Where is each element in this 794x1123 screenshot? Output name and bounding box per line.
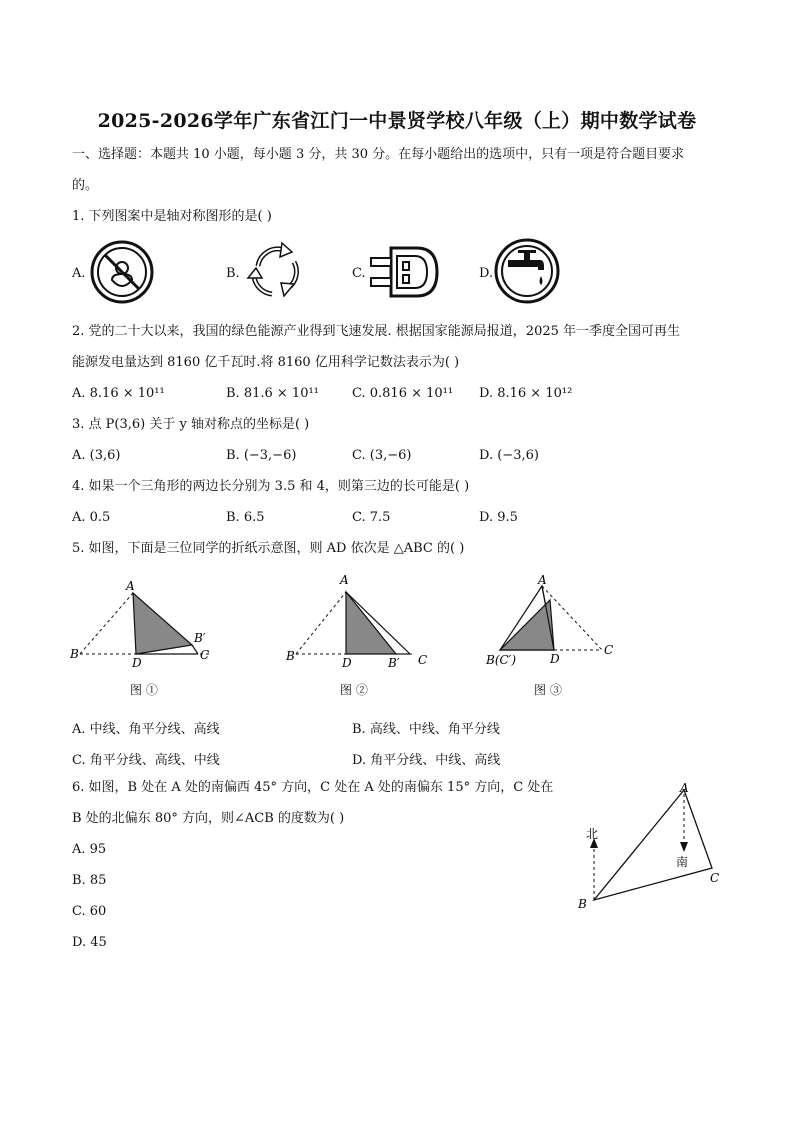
svg-text:B′: B′ [194, 631, 206, 645]
q2-option-c[interactable]: C. 0.816 × 10¹¹ [352, 386, 454, 401]
q1-option-c-label[interactable]: C. [352, 266, 366, 281]
svg-text:D: D [342, 656, 352, 670]
question-4-stem: 4. 如果一个三角形的两边长分别为 3.5 和 4，则第三边的长可能是( ) [72, 479, 470, 494]
svg-text:B: B [70, 647, 79, 661]
question-6-stem-line1: 6. 如图，B 处在 A 处的南偏西 45° 方向，C 处在 A 处的南偏东 15° 方向，C 处在 [72, 780, 554, 795]
south-label: 南 [676, 855, 689, 869]
q5-option-b[interactable]: B. 高线、中线、角平分线 [352, 722, 500, 737]
q5-option-a[interactable]: A. 中线、角平分线、高线 [72, 722, 220, 737]
svg-text:B′: B′ [388, 656, 400, 670]
north-label: 北 [586, 827, 599, 841]
q6-option-d[interactable]: D. 45 [72, 935, 107, 950]
q4-option-d[interactable]: D. 9.5 [479, 510, 518, 525]
section-heading-line1: 一、选择题：本题共 10 小题，每小题 3 分，共 30 分。在每小题给出的选项中，只有一项是符合题目要求 [72, 147, 685, 162]
q4-option-a[interactable]: A. 0.5 [72, 510, 111, 525]
q4-option-c[interactable]: C. 7.5 [352, 510, 391, 525]
svg-text:A: A [680, 781, 689, 795]
q1-option-d-label[interactable]: D. [479, 266, 494, 281]
svg-text:D: D [550, 652, 560, 666]
svg-text:C: C [710, 871, 720, 885]
q3-option-a[interactable]: A. (3,6) [72, 448, 121, 463]
svg-text:C: C [604, 643, 614, 657]
q5-option-d[interactable]: D. 角平分线、中线、高线 [352, 753, 501, 768]
svg-text:B: B [578, 897, 587, 911]
svg-text:D: D [132, 656, 142, 670]
q5-option-c[interactable]: C. 角平分线、高线、中线 [72, 753, 220, 768]
svg-text:A: A [340, 573, 349, 587]
fold-figure-2 [282, 572, 432, 672]
svg-text:A: A [126, 579, 135, 593]
q3-option-b[interactable]: B. (−3,−6) [226, 448, 297, 463]
q3-option-c[interactable]: C. (3,−6) [352, 448, 412, 463]
q6-option-b[interactable]: B. 85 [72, 873, 107, 888]
q2-option-d[interactable]: D. 8.16 × 10¹² [479, 386, 573, 401]
question-6-stem-line2: B 处的北偏东 80° 方向，则∠ACB 的度数为( ) [72, 811, 345, 826]
question-1-stem: 1. 下列图案中是轴对称图形的是( ) [72, 209, 272, 224]
direction-diagram [572, 780, 732, 920]
figure-1-caption: 图 ① [130, 683, 158, 697]
question-2-stem-line1: 2. 党的二十大以来，我国的绿色能源产业得到飞速发展. 根据国家能源局报道，2025 年一季度全国可再生 [72, 324, 681, 339]
exam-title: 2025-2026学年广东省江门一中景贤学校八年级（上）期中数学试卷 [97, 110, 697, 132]
recycle-arrows-icon [244, 240, 306, 302]
q2-option-a[interactable]: A. 8.16 × 10¹¹ [72, 386, 165, 401]
question-3-stem: 3. 点 P(3,6) 关于 y 轴对称点的坐标是( ) [72, 417, 310, 432]
q4-option-b[interactable]: B. 6.5 [226, 510, 265, 525]
svg-text:A: A [538, 573, 547, 587]
figure-3-caption: 图 ③ [534, 683, 562, 697]
no-sign-icon [90, 240, 154, 304]
water-tap-icon [494, 238, 560, 304]
svg-text:C: C [200, 648, 210, 662]
svg-text:B(C′): B(C′) [486, 653, 517, 667]
q1-option-b-label[interactable]: B. [226, 266, 240, 281]
question-2-stem-line2: 能源发电量达到 8160 亿千瓦时.将 8160 亿用科学记数法表示为( ) [72, 355, 460, 370]
q1-option-a-label[interactable]: A. [72, 266, 86, 281]
fold-figure-3 [484, 572, 634, 672]
q2-option-b[interactable]: B. 81.6 × 10¹¹ [226, 386, 319, 401]
question-5-stem: 5. 如图，下面是三位同学的折纸示意图，则 AD 依次是 △ABC 的( ) [72, 541, 465, 556]
plug-icon [369, 244, 439, 300]
q6-option-c[interactable]: C. 60 [72, 904, 107, 919]
figure-2-caption: 图 ② [340, 683, 368, 697]
svg-text:C: C [418, 653, 428, 667]
q6-option-a[interactable]: A. 95 [72, 842, 107, 857]
svg-text:B: B [286, 649, 295, 663]
q3-option-d[interactable]: D. (−3,6) [479, 448, 539, 463]
section-heading-line2: 的。 [72, 178, 99, 193]
fold-figure-1 [68, 574, 218, 674]
